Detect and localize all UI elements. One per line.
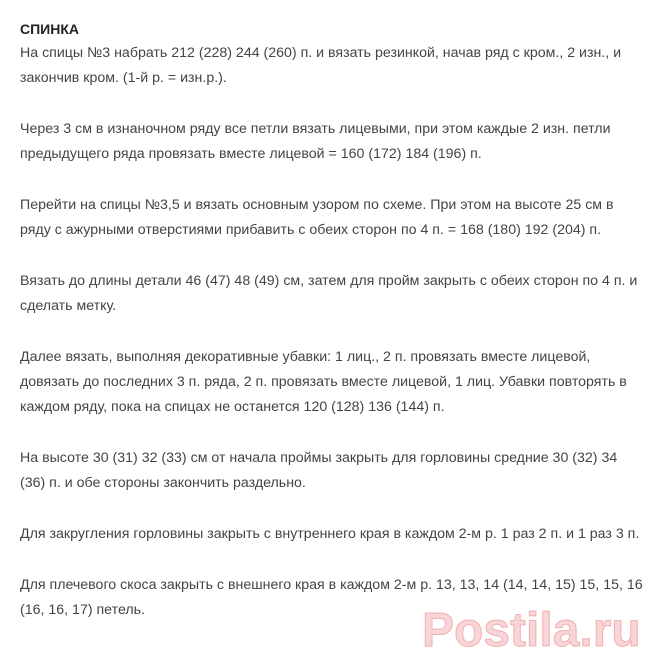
watermark-logo-graphic (418, 590, 658, 664)
paragraph-decorative-decreases: Далее вязать, выполняя декоративные убавки: 1 лиц., 2 п. провязать вместе лицевой, довязать до последних 3 п. ряда, 2 п. провязать вместе лицевой, 1 лиц. Убавки повторять в каждом ряду, пока на спицах не останется 120 (128) 136 (144) п. (20, 349, 627, 415)
paragraph-armholes: Вязать до длины детали 46 (47) 48 (49) см, затем для пройм закрыть с обеих сторон по 4 п. и сделать метку. (20, 273, 638, 314)
paragraph-neckline: На высоте 30 (31) 32 (33) см от начала проймы закрыть для горловины средние 30 (32) 34 (36) п. и обе стороны закончить раздельно. (20, 450, 618, 491)
paragraph-neck-rounding: Для закругления горловины закрыть с внутреннего края в каждом 2-м р. 1 раз 2 п. и 1 раз 3 п. (20, 526, 640, 542)
section-title: СПИНКА (20, 21, 80, 37)
svg-text:Postila.ru: Postila.ru (422, 604, 641, 657)
paragraph-shoulder-slope: Для плечевого скоса закрыть с внешнего края в каждом 2-м р. 13, 13, 14 (14, 14, 15) 15, 15, 16 (16, 16, 17) петель. (20, 577, 643, 618)
paragraph-main-pattern: Перейти на спицы №3,5 и вязать основным узором по схеме. При этом на высоте 25 см в ряду с ажурными отверстиями прибавить с обеих сторон по 4 п. = 168 (180) 192 (204) п. (20, 197, 614, 238)
article-body (20, 18, 645, 649)
watermark-logo (418, 590, 658, 664)
paragraph-cast-on: На спицы №3 набрать 212 (228) 244 (260) п. и вязать резинкой, начав ряд с кром., 2 изн., и закончив кром. (1-й р. = изн.р.). (20, 45, 622, 86)
paragraph-decrease-row: Через 3 см в изнаночном ряду все петли вязать лицевыми, при этом каждые 2 изн. петли предыдущего ряда провязать вместе лицевой = 160 (172) 184 (196) п. (20, 121, 611, 162)
